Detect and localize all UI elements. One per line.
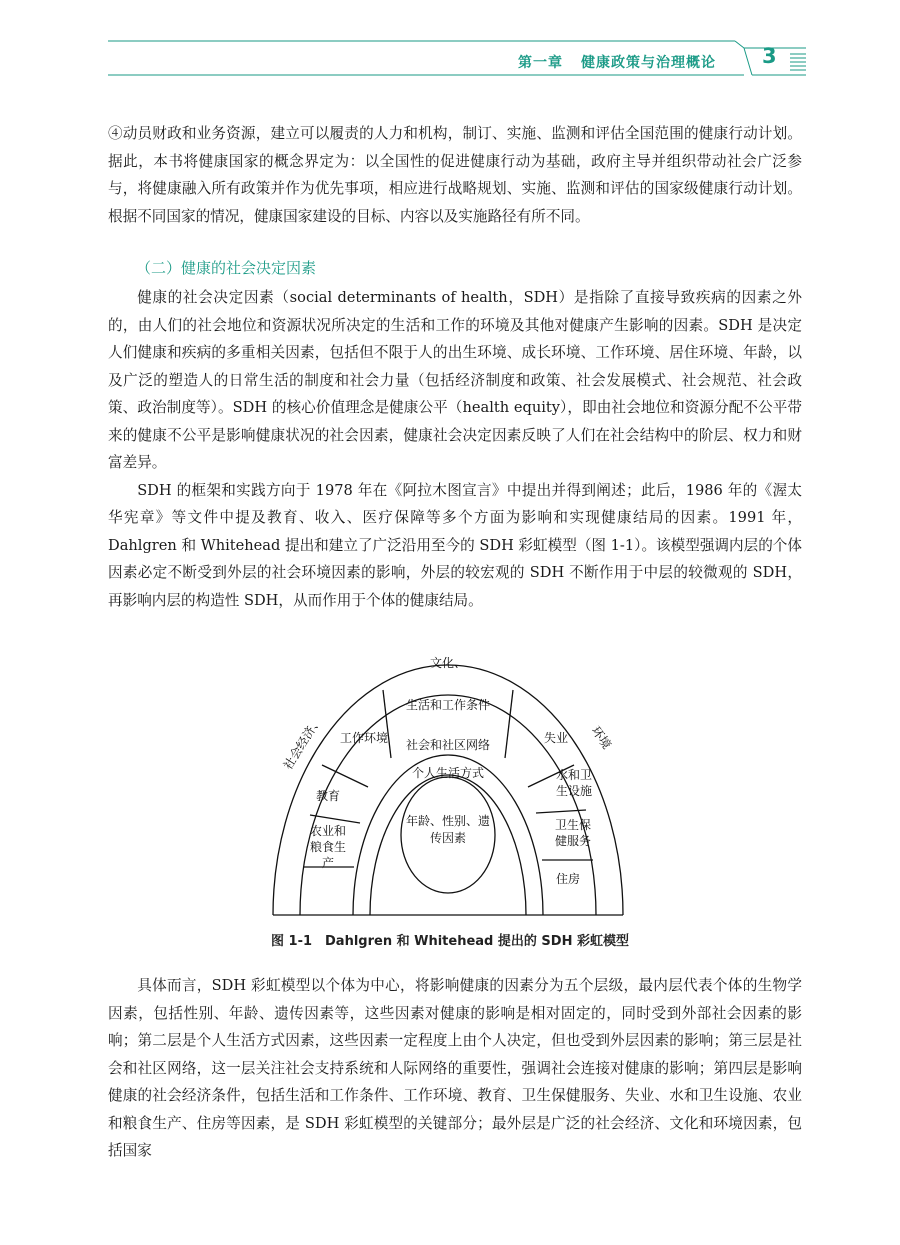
paragraph: 健康的社会决定因素（social determinants of health，SDH）是指除了直接导致疾病的因素之外的，由人们的社会地位和资源状况所决定的生活和工作的环境及其他对健康产生影响的因素。SDH 是决定人们健康和疾病的多重相关因素，包括但不限于人的出生环境、成长环境、工作环境、居住环境、年龄，以及广泛的塑造人的日常生活的制度和社会力量（包括经济制度和政策、社会发展模式、社会规范、社会政策、政治制度等）。SDH 的核心价值理念是健康公平（health equity），即由社会地位和资源分配不公平带来的健康不公平是影响健康状况的社会因素，健康社会决定因素反映了人们在社会结构中的阶层、权力和财富差异。 bbox=[108, 289, 802, 471]
segment-label: 农业和粮食生产 bbox=[309, 824, 346, 870]
segment-box-water bbox=[550, 767, 598, 807]
paragraph: 具体而言，SDH 彩虹模型以个体为中心，将影响健康的因素分为五个层级，最内层代表个体的生物学因素，包括性别、年龄、遗传因素等，这些因素对健康的影响是相对固定的，同时受到外部社会因素的影响；第二层是个人生活方式因素，这些因素一定程度上由个人决定，但也受到外层因素的影响；第三层是社会和社区网络，这一层关注社会支持系统和人际网络的重要性，强调社会连接对健康的影响；第四层是影响健康的社会经济条件，包括生活和工作条件、工作环境、教育、卫生保健服务、失业、水和卫生设施、农业和粮食生产、住房等因素，是 SDH 彩虹模型的关键部分；最外层是广泛的社会经济、文化和环境因素，包括国家 bbox=[108, 977, 802, 1159]
paragraph: ④动员财政和业务资源，建立可以履责的人力和机构，制订、实施、监测和评估全国范围的健康行动计划。据此，本书将健康国家的概念界定为：以全国性的促进健康行动为基础，政府主导并组织带动社会广泛参与，将健康融入所有政策并作为优先事项，相应进行战略规划、实施、监测和评估的国家级健康行动计划。根据不同国家的情况，健康国家建设的目标、内容以及实施路径有所不同。 bbox=[108, 125, 802, 225]
running-header bbox=[518, 52, 716, 72]
segment-label: 卫生保健服务 bbox=[554, 818, 591, 848]
outer-label-top: 文化、 bbox=[429, 656, 467, 670]
rainbow-diagram bbox=[258, 645, 638, 920]
body-section-mid bbox=[108, 284, 802, 614]
sdh-rainbow-figure bbox=[258, 645, 638, 920]
header-decoration bbox=[0, 0, 900, 80]
segment-label: 工作环境 bbox=[339, 731, 389, 745]
outer-label-left: 社会经济、 bbox=[280, 713, 325, 773]
outer-label-right: 环境 bbox=[588, 723, 614, 752]
segment-box-agriculture bbox=[302, 823, 354, 883]
body-section-bottom bbox=[108, 972, 802, 1165]
divider-left-1 bbox=[310, 815, 360, 823]
figure-caption: 图 1-1 Dahlgren 和 Whitehead 提出的 SDH 彩虹模型 bbox=[271, 934, 629, 949]
ring3-label: 社会和社区网络 bbox=[405, 738, 491, 752]
ring2-label: 个人生活方式 bbox=[411, 766, 485, 780]
section-heading: （二）健康的社会决定因素 bbox=[136, 259, 317, 277]
chapter-label: 第一章 bbox=[518, 55, 563, 71]
body-section-top bbox=[108, 120, 802, 230]
segment-label: 教育 bbox=[315, 789, 341, 803]
segment-label: 水和卫生设施 bbox=[555, 768, 592, 798]
segment-label: 住房 bbox=[555, 872, 581, 886]
page-number: 3 bbox=[762, 44, 777, 68]
segment-label: 生活和工作条件 bbox=[405, 698, 491, 712]
page-header bbox=[0, 0, 900, 80]
divider-right-top bbox=[505, 690, 513, 758]
core-label: 年龄、性别、遗传因素 bbox=[405, 814, 490, 845]
core-label-box bbox=[401, 813, 495, 853]
paragraph: SDH 的框架和实践方向于 1978 年在《阿拉木图宣言》中提出并得到阐述；此后，1986 年的《渥太华宪章》等文件中提及教育、收入、医疗保障等多个方面为影响和实现健康结局的因素。1991 年，Dahlgren 和 Whitehead 提出和建立了广泛沿用至今的 SDH 彩虹模型（图 1-1）。该模型强调内层的个体因素必定不断受到外层的社会环境因素的影响，外层的较宏观的 SDH 不断作用于中层的较微观的 SDH，再影响内层的构造性 SDH，从而作用于个体的健康结局。 bbox=[108, 481, 802, 609]
segment-box-healthcare bbox=[548, 817, 598, 857]
header-stripes bbox=[790, 54, 806, 70]
divider-left-top bbox=[383, 690, 391, 758]
chapter-title: 健康政策与治理概论 bbox=[581, 55, 716, 71]
segment-label: 失业 bbox=[543, 731, 569, 745]
